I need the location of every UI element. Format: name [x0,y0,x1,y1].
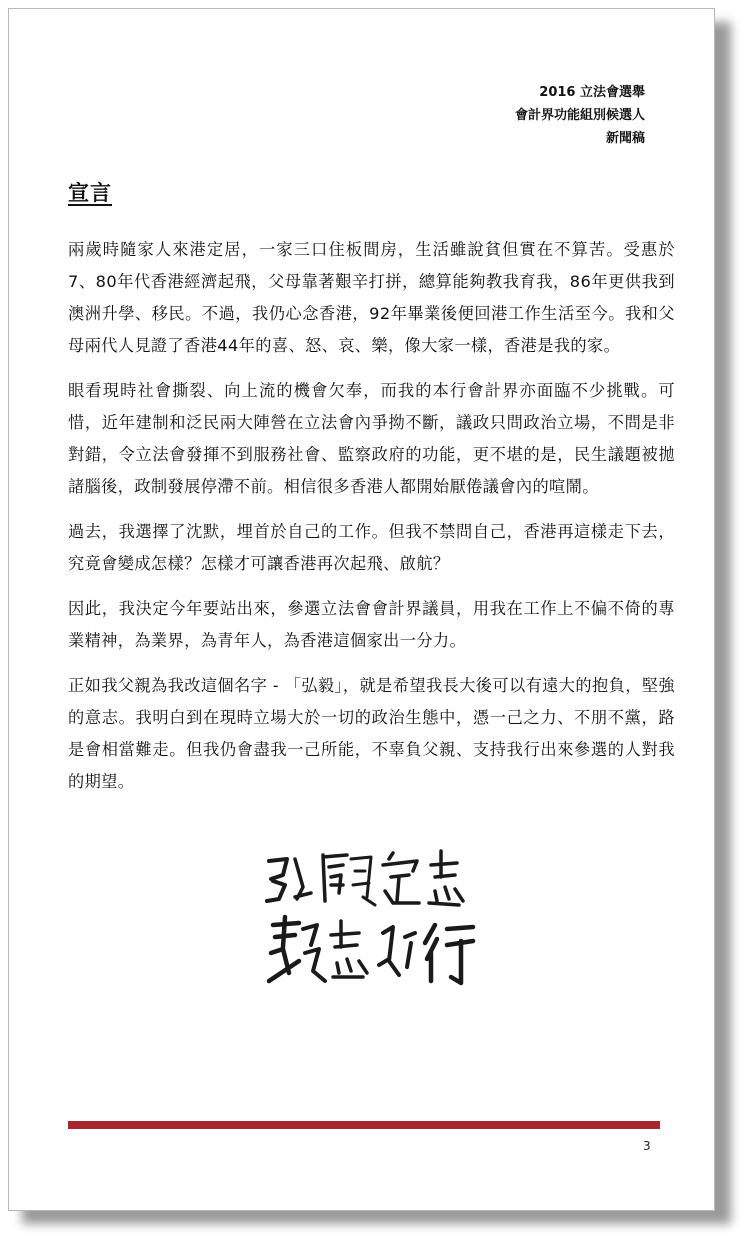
footer-rule [68,1121,660,1129]
calligraphy-signature [259,841,499,991]
paragraph-1: 兩歲時隨家人來港定居，一家三口住板間房，生活雖說貧但實在不算苦。受惠於7、80年代香港經濟起飛，父母靠著艱辛打拼，總算能夠教我育我，86年更供我到澳洲升學、移民。不過，我仍心念香港，92年畢業後便回港工作生活至今。我和父母兩代人見證了香港44年的喜、怒、哀、樂，像大家一樣，香港是我的家。 [68,240,675,355]
paragraph-2: 眼看現時社會撕裂、向上流的機會欠奉，而我的本行會計界亦面臨不少挑戰。可惜，近年建制和泛民兩大陣營在立法會內爭拗不斷，議政只問政治立場，不問是非對錯，令立法會發揮不到服務社會、監察政府的功能，更不堪的是，民生議題被拋諸腦後，政制發展停滯不前。相信很多香港人都開始厭倦議會內的喧鬧。 [68,381,675,496]
manifesto-body [68,234,675,811]
paragraph-4: 因此，我決定今年要站出來，參選立法會會計界議員，用我在工作上不偏不倚的專業精神，為業界，為青年人，為香港這個家出一分力。 [68,599,675,650]
document-page [8,8,715,1211]
header-candidate: 會計界功能組別候選人 [514,108,645,123]
header-press-release: 新聞稿 [605,131,645,146]
page-number: 3 [643,1139,651,1153]
page-title: 宣言 [68,181,112,205]
press-header [515,81,645,150]
header-election: 2016 立法會選舉 [539,85,645,100]
paragraph-3: 過去，我選擇了沈默，埋首於自己的工作。但我不禁問自己，香港再這樣走下去，究竟會變成怎樣？怎樣才可讓香港再次起飛、啟航？ [68,522,675,573]
paragraph-5: 正如我父親為我改這個名字 - 「弘毅」，就是希望我長大後可以有遠大的抱負，堅強的意志。我明白到在現時立場大於一切的政治生態中，憑一己之力、不朋不黨，路是會相當難走。但我仍會盡我一己所能，不辜負父親、支持我行出來參選的人對我的期望。 [68,676,675,791]
